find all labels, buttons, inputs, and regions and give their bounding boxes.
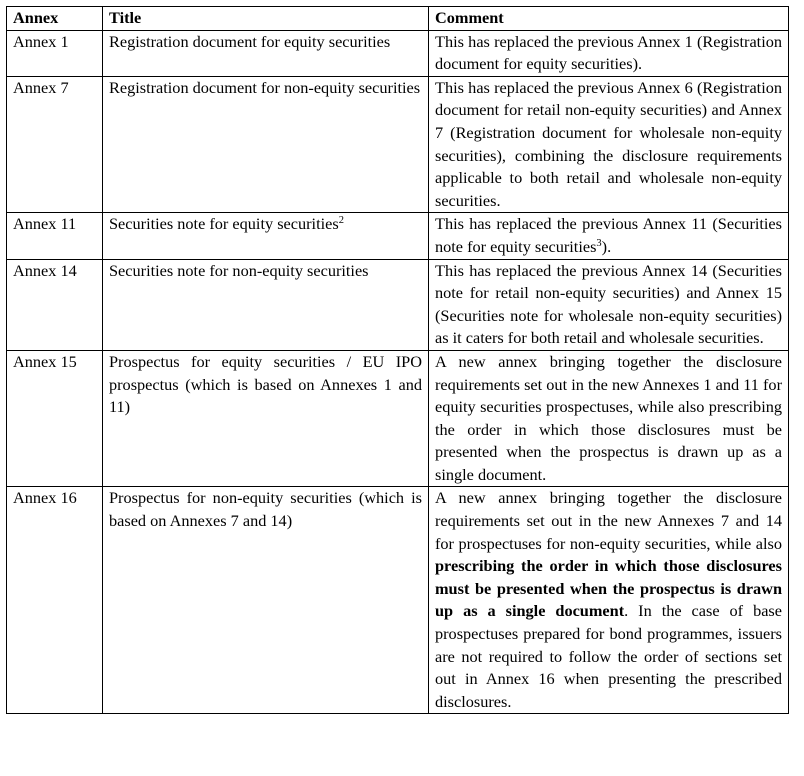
table-row (7, 76, 789, 213)
footnote-ref: 3 (596, 237, 602, 249)
comment-cell: A new annex bringing together the disclosure requirements set out in the new Annexes 1 and 11 for equity securities prospectuses, while also prescribing the order in which those disclosures must be presented when the prospectus is drawn up as a single document. (429, 350, 789, 487)
header-annex: Annex (7, 7, 103, 31)
annex-cell: Annex 15 (7, 350, 103, 487)
title-cell: Registration document for non-equity securities (103, 76, 429, 213)
table-row (7, 259, 789, 350)
title-text: Securities note for equity securities (109, 214, 339, 234)
comment-text: This has replaced the previous Annex 11 (Securities note for equity securities (435, 214, 782, 256)
annex-table (6, 6, 789, 714)
title-cell: Prospectus for non-equity securities (which is based on Annexes 7 and 14) (103, 487, 429, 714)
table-row (7, 213, 789, 259)
comment-cell: This has replaced the previous Annex 1 (Registration document for equity securities). (429, 30, 789, 76)
header-title: Title (103, 7, 429, 31)
document-page (6, 6, 789, 714)
table-row (7, 350, 789, 487)
annex-cell: Annex 16 (7, 487, 103, 714)
table-row (7, 30, 789, 76)
comment-text-end: ). (601, 236, 612, 256)
annex-cell: Annex 7 (7, 76, 103, 213)
comment-cell (429, 213, 789, 259)
header-row (7, 7, 789, 31)
annex-cell: Annex 1 (7, 30, 103, 76)
annex-cell: Annex 14 (7, 259, 103, 350)
comment-cell: This has replaced the previous Annex 6 (Registration document for retail non-equity securities) and Annex 7 (Registration document for wholesale non-equity securities), combining the disclosure requirements applicable to both retail and wholesale non-equity securities. (429, 76, 789, 213)
comment-bold-text: prescribing the order in which those disclosures must be presented when the prospectus is drawn up as a single document (435, 556, 782, 621)
title-cell: Prospectus for equity securities / EU IPO prospectus (which is based on Annexes 1 and 11) (103, 350, 429, 487)
title-cell (103, 213, 429, 259)
title-cell: Registration document for equity securities (103, 30, 429, 76)
comment-text-end: . In the case of base prospectuses prepared for bond programmes, issuers are not required to follow the order of sections set out in Annex 16 when presenting the prescribed disclosures. (435, 601, 782, 711)
title-cell: Securities note for non-equity securities (103, 259, 429, 350)
comment-cell (429, 487, 789, 714)
footnote-ref: 2 (338, 215, 344, 227)
table-row (7, 487, 789, 714)
comment-text: A new annex bringing together the disclosure requirements set out in the new Annexes 7 and 14 for prospectuses for non-equity securities, while also (435, 488, 782, 553)
annex-cell: Annex 11 (7, 213, 103, 259)
header-comment: Comment (429, 7, 789, 31)
comment-cell: This has replaced the previous Annex 14 (Securities note for retail non-equity securities) and Annex 15 (Securities note for wholesale non-equity securities) as it caters for both retail and wholesale securities. (429, 259, 789, 350)
